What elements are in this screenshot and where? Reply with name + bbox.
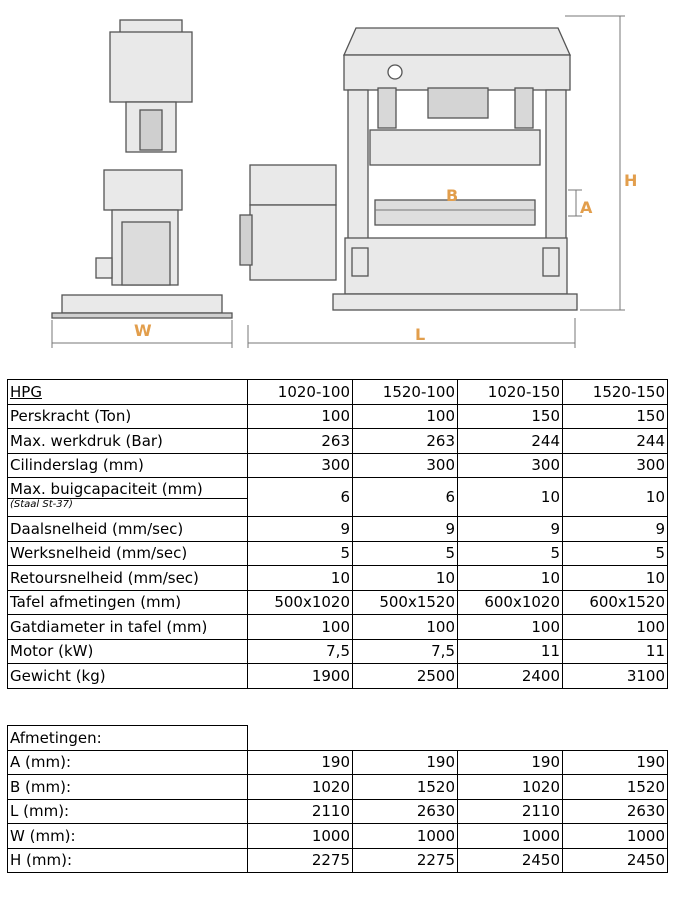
row-label: Max. werkdruk (Bar) [8,429,248,454]
table-cell: 1020 [248,775,353,800]
dimensions-table [7,725,668,873]
table-cell: 300 [248,453,353,478]
dimensions-title-row [8,726,668,751]
table-row [8,404,668,429]
table-cell: 100 [353,404,458,429]
table-cell: 10 [563,478,668,517]
table-cell: 1000 [353,824,458,849]
table-cell: 600x1020 [458,590,563,615]
dim-label-a: A [580,198,593,217]
table-cell: 1000 [248,824,353,849]
table-cell: 2500 [353,664,458,689]
table-cell: 1000 [563,824,668,849]
front-view [240,28,577,310]
table-cell: 2450 [563,848,668,873]
table-cell: 2400 [458,664,563,689]
table-cell: 2275 [353,848,458,873]
row-label: Gewicht (kg) [8,664,248,689]
row-label: H (mm): [8,848,248,873]
specs-header-row [8,380,668,405]
dimensions-title: Afmetingen: [8,726,248,751]
table-cell: 1000 [458,824,563,849]
dim-label-b: B [446,186,459,205]
table-cell: 100 [353,615,458,640]
table-cell: 190 [458,750,563,775]
table-cell: 263 [353,429,458,454]
table-cell: 10 [458,566,563,591]
table-cell: 500x1020 [248,590,353,615]
table-cell: 600x1520 [563,590,668,615]
side-view [52,20,232,318]
row-label: Perskracht (Ton) [8,404,248,429]
row-label: B (mm): [8,775,248,800]
table-cell: 5 [458,541,563,566]
table-cell: 11 [458,639,563,664]
table-row [8,750,668,775]
table-cell: 9 [458,517,563,542]
table-cell: 5 [353,541,458,566]
table-row [8,824,668,849]
row-label-text: Max. buigcapaciteit (mm) [10,480,203,498]
table-cell: 190 [353,750,458,775]
table-cell: 100 [248,615,353,640]
dim-label-h: H [624,171,638,190]
table-cell: 5 [248,541,353,566]
table-cell: 190 [248,750,353,775]
table-row [8,541,668,566]
row-label: Motor (kW) [8,639,248,664]
table-cell: 300 [458,453,563,478]
table-cell: 11 [563,639,668,664]
table-cell: 2275 [248,848,353,873]
row-label: Werksnelheid (mm/sec) [8,541,248,566]
table-row [8,615,668,640]
table-cell: 6 [353,478,458,517]
table-cell: 10 [248,566,353,591]
table-row [8,566,668,591]
table-cell: 2630 [353,799,458,824]
table-cell: 2110 [458,799,563,824]
table-cell: 300 [353,453,458,478]
row-label: Gatdiameter in tafel (mm) [8,615,248,640]
row-label [8,478,248,517]
table-cell: 9 [353,517,458,542]
table-row [8,664,668,689]
row-label: Tafel afmetingen (mm) [8,590,248,615]
table-row [8,429,668,454]
table-row [8,517,668,542]
table-row [8,799,668,824]
table-cell: 1520 [563,775,668,800]
specs-table [7,379,668,689]
table-cell: 9 [563,517,668,542]
table-row [8,639,668,664]
row-note: (Staal St-37) [8,498,247,511]
row-label: Cilinderslag (mm) [8,453,248,478]
model-header: 1520-100 [353,380,458,405]
machine-drawing [0,0,682,365]
row-label: W (mm): [8,824,248,849]
table-cell: 10 [353,566,458,591]
table-cell: 3100 [563,664,668,689]
table-cell: 100 [563,615,668,640]
table-cell: 9 [248,517,353,542]
model-header: 1020-100 [248,380,353,405]
table-row [8,775,668,800]
model-header: 1520-150 [563,380,668,405]
table-cell: 150 [458,404,563,429]
table-cell: 300 [563,453,668,478]
table-cell: 244 [563,429,668,454]
table-cell: 2110 [248,799,353,824]
row-label: Daalsnelheid (mm/sec) [8,517,248,542]
table-cell: 10 [458,478,563,517]
table-cell: 100 [458,615,563,640]
table-row [8,848,668,873]
row-label: Retoursnelheid (mm/sec) [8,566,248,591]
table-cell: 1020 [458,775,563,800]
table-cell: 1520 [353,775,458,800]
table-cell: 5 [563,541,668,566]
table-cell: 10 [563,566,668,591]
specs-header-label: HPG [8,380,248,405]
table-cell: 500x1520 [353,590,458,615]
table-row [8,590,668,615]
table-cell: 100 [248,404,353,429]
table-cell: 150 [563,404,668,429]
table-cell: 6 [248,478,353,517]
table-cell: 244 [458,429,563,454]
table-cell: 7,5 [353,639,458,664]
table-row [8,453,668,478]
table-cell: 1900 [248,664,353,689]
table-cell: 7,5 [248,639,353,664]
table-cell: 2450 [458,848,563,873]
table-row [8,478,668,517]
table-cell: 2630 [563,799,668,824]
table-cell: 190 [563,750,668,775]
row-label: L (mm): [8,799,248,824]
model-header: 1020-150 [458,380,563,405]
dim-label-w: W [134,321,152,340]
table-cell: 263 [248,429,353,454]
row-label: A (mm): [8,750,248,775]
dim-label-l: L [415,325,426,344]
